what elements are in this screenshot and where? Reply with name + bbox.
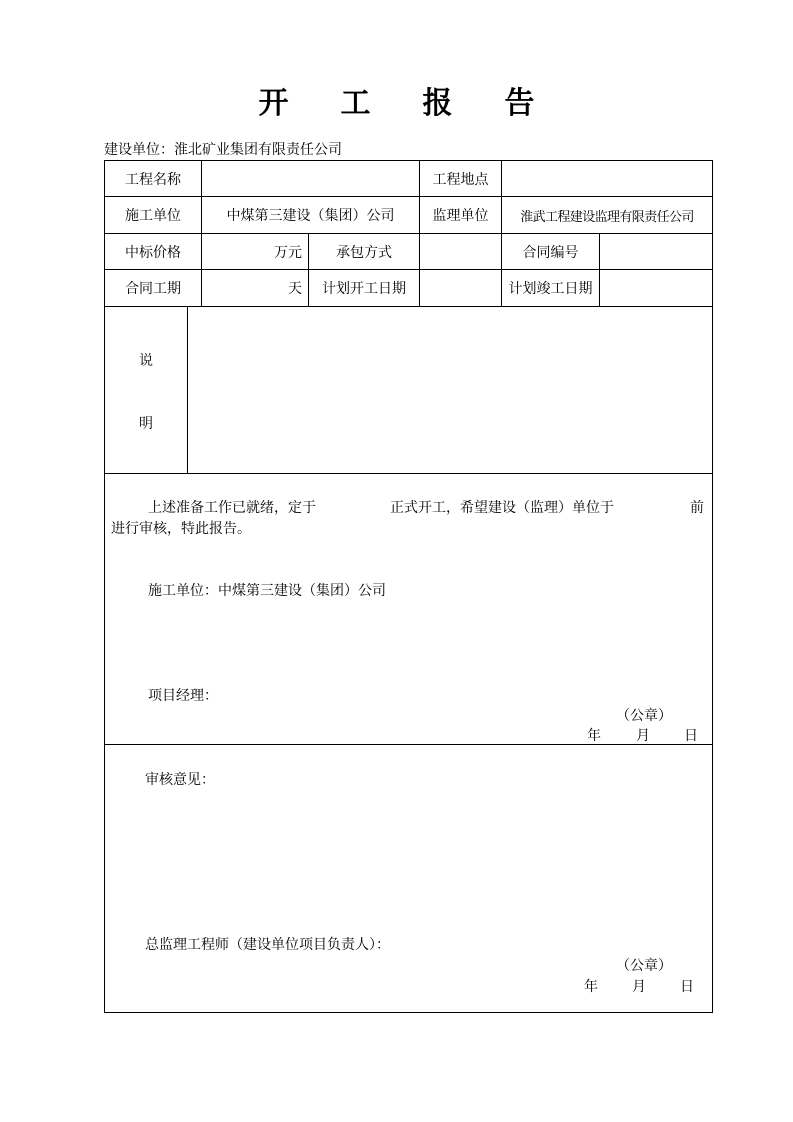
remarks-label-2: 明 <box>139 416 153 432</box>
bid-price-field[interactable]: 万元 <box>274 244 302 261</box>
title-char: 开 <box>258 86 289 121</box>
divider <box>104 473 713 474</box>
title-char: 告 <box>504 86 535 121</box>
review-opinion-label: 审核意见： <box>145 772 215 788</box>
contract-no-label: 合同编号 <box>522 244 579 261</box>
statement-text-c: 前 <box>690 500 704 516</box>
month-label: 月 <box>632 979 646 995</box>
supervisor-label: 监理单位 <box>432 208 489 224</box>
statement-text-a: 上述准备工作已就绪，定于 <box>148 500 316 516</box>
title-char: 报 <box>422 86 453 121</box>
day-label: 日 <box>680 979 694 995</box>
contract-no-field[interactable] <box>600 234 712 269</box>
planned-start-field[interactable] <box>420 270 501 306</box>
remarks-label-1: 说 <box>139 353 153 369</box>
contractor-field[interactable]: 中煤第三建设（集团）公司 <box>226 208 395 224</box>
project-name-field[interactable] <box>202 161 419 196</box>
contract-mode-field[interactable] <box>420 234 501 269</box>
remarks-field[interactable] <box>188 307 712 473</box>
statement-text-line2: 进行审核，特此报告。 <box>111 521 251 537</box>
divider <box>712 160 713 1013</box>
construction-unit <box>104 139 342 159</box>
seal-label: （公章） <box>616 708 672 724</box>
planned-finish-field[interactable] <box>600 270 712 306</box>
day-label: 日 <box>684 728 698 744</box>
statement-contractor: 施工单位：中煤第三建设（集团）公司 <box>148 583 386 599</box>
page-title <box>0 78 793 122</box>
contract-period-label: 合同工期 <box>125 281 181 297</box>
chief-engineer-label: 总监理工程师（建设单位项目负责人）： <box>145 937 390 953</box>
seal-label: （公章） <box>616 958 672 974</box>
planned-finish-label: 计划竣工日期 <box>508 281 593 297</box>
construction-unit-value: 淮北矿业集团有限责任公司 <box>174 142 342 158</box>
supervisor-field[interactable]: 淮武工程建设监理有限责任公司 <box>520 209 694 225</box>
divider <box>104 1012 713 1013</box>
contract-mode-label: 承包方式 <box>336 244 392 261</box>
month-label: 月 <box>636 728 650 744</box>
project-location-label: 工程地点 <box>432 171 489 188</box>
bid-price-label: 中标价格 <box>125 244 181 261</box>
title-char: 工 <box>340 86 371 121</box>
statement-text-b: 正式开工，希望建设（监理）单位于 <box>390 500 614 516</box>
project-manager-label: 项目经理： <box>148 688 218 704</box>
planned-start-label: 计划开工日期 <box>322 281 406 297</box>
contract-period-field[interactable]: 天 <box>288 281 302 297</box>
project-location-field[interactable] <box>502 161 712 196</box>
construction-unit-label: 建设单位： <box>104 142 174 158</box>
divider <box>104 744 713 745</box>
year-label: 年 <box>584 979 598 995</box>
project-name-label: 工程名称 <box>125 171 181 188</box>
year-label: 年 <box>587 728 601 744</box>
contractor-label: 施工单位 <box>125 208 181 224</box>
